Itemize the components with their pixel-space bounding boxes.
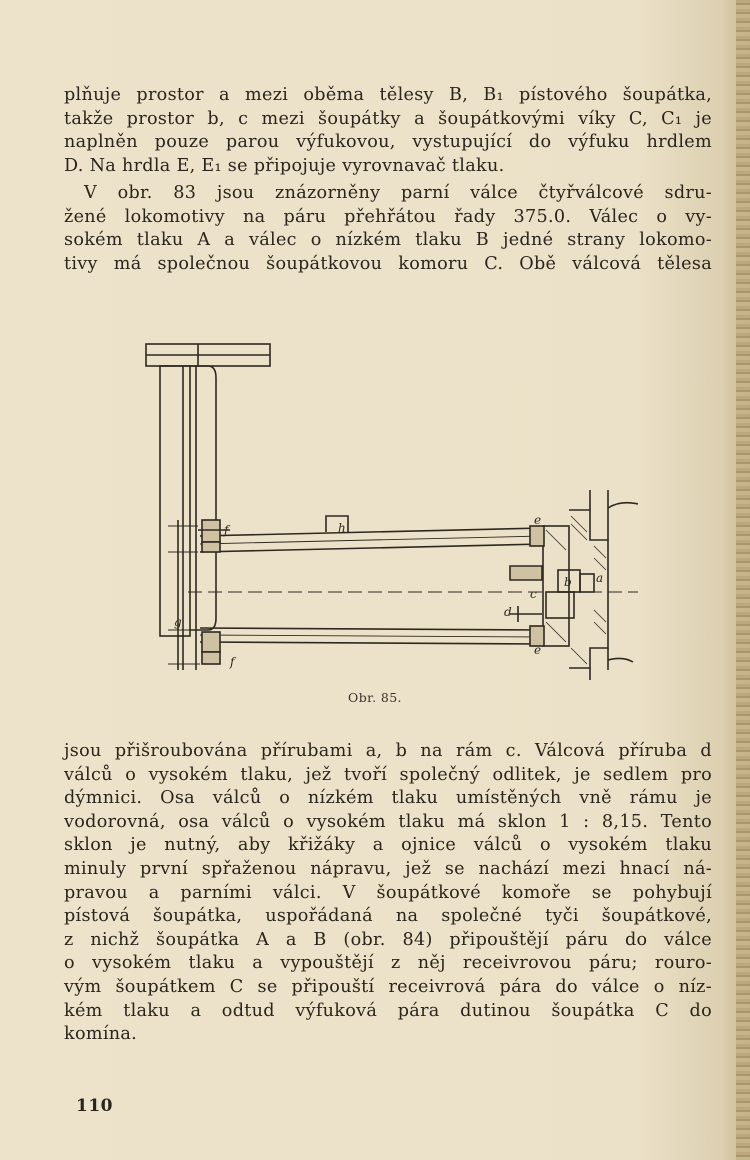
text-line: D. Na hrdla E, E₁ se připojuje vyrovnavač tlaku. (64, 155, 505, 176)
text-line: tivy má společnou šoupátkovou komoru C. Obě válcová tělesa (64, 253, 712, 274)
text-line: pístová šoupátka, uspořádaná na společné tyči šoupátkové, (64, 906, 712, 927)
figure-caption: Obr. 85. (348, 690, 402, 705)
label-h: h (338, 521, 346, 535)
text-line: komína. (64, 1024, 138, 1045)
label-c: c (530, 587, 537, 601)
text-line: plňuje prostor a mezi oběma tělesy B, B₁ pístového šoupátka, (64, 85, 712, 105)
label-g: g (174, 615, 182, 629)
text-line: žené lokomotivy na páru přehřátou řady 375.0. Válec o vy- (64, 206, 712, 227)
label-f-bottom: f (230, 655, 235, 669)
technical-drawing (138, 330, 643, 680)
label-d: d (504, 605, 512, 619)
label-e-bottom: e (534, 643, 542, 657)
text-line: vodorovná, osa válců o vysokém tlaku má sklon 1 : 8,15. Tento (64, 811, 712, 832)
text-line: pravou a parními válci. V šoupátkové komoře se pohybují (64, 882, 712, 903)
label-a: a (596, 571, 604, 585)
text-line: o vysokém tlaku a vypouštějí z něj receivrovou páru; rouro- (64, 953, 712, 974)
text-line: válců o vysokém tlaku, jež tvoří společný odlitek, je sedlem pro (64, 764, 712, 785)
text-line: kém tlaku a odtud výfuková pára dutinou šoupátka C do (64, 1000, 712, 1021)
page-number: 110 (76, 1096, 113, 1116)
label-b: b (564, 575, 572, 589)
text-line: sklon je nutný, aby křižáky a ojnice válců o vysokém tlaku (64, 835, 712, 856)
label-e-top: e (534, 513, 542, 527)
text-line: minuly první spřaženou nápravu, jež se nachází mezi hnací ná- (64, 858, 712, 879)
paragraph-3 (64, 740, 712, 1047)
label-f-top: f (224, 523, 229, 537)
text-line: vým šoupátkem C se připouští receivrová pára do válce o níz- (64, 976, 712, 997)
page-edge-shadow (736, 0, 750, 1160)
text-line: z nichž šoupátka A a B (obr. 84) připouštějí páru do válce (64, 929, 712, 950)
paragraph-1 (64, 84, 712, 178)
text-line: naplněn pouze parou výfukovou, vystupující do výfuku hrdlem (64, 132, 712, 153)
text-line: jsou přišroubována přírubami a, b na rám c. Válcová příruba d (64, 741, 712, 761)
paragraph-2 (64, 182, 712, 276)
text-line: sokém tlaku A a válec o nízkém tlaku B jedné strany lokomo- (64, 230, 712, 251)
text-line: dýmnici. Osa válců o nízkém tlaku umístěných vně rámu je (64, 788, 712, 809)
text-line: takže prostor b, c mezi šoupátky a šoupátkovými víky C, C₁ je (64, 108, 712, 129)
figure-cylinder-drawing (138, 330, 643, 680)
text-line: V obr. 83 jsou znázorněny parní válce čtyřválcové sdru- (84, 183, 712, 203)
